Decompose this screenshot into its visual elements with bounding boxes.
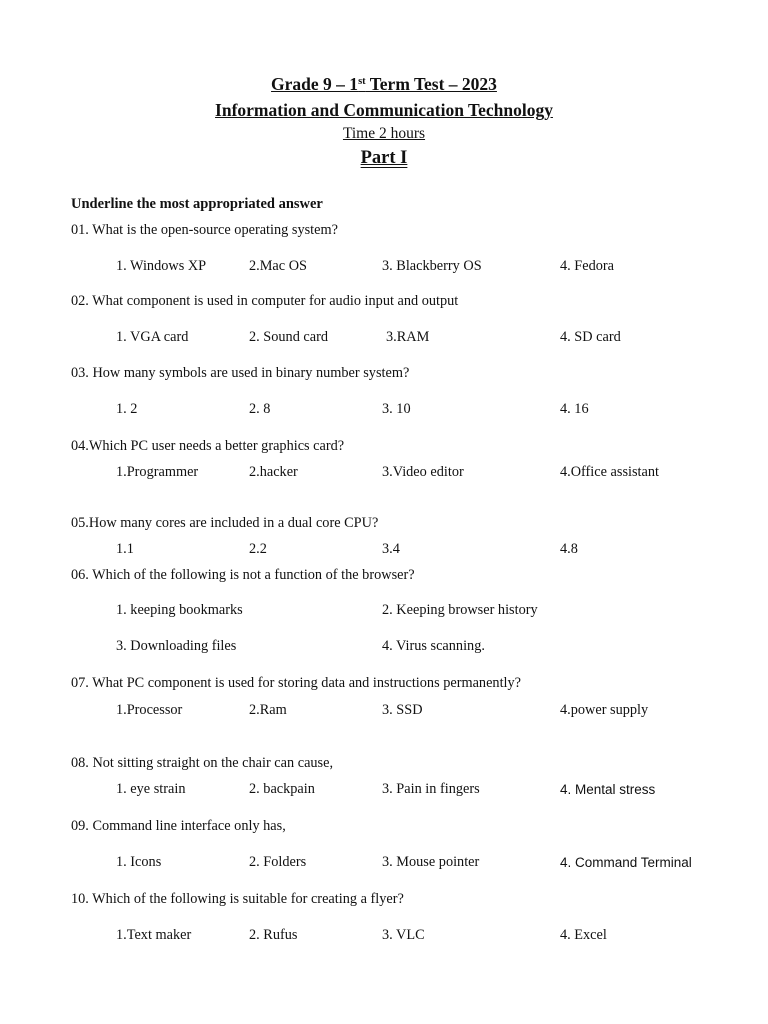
q8-option-2: 2. backpain — [249, 781, 315, 797]
q4-option-3: 3.Video editor — [382, 464, 464, 480]
q6-option-2: 2. Keeping browser history — [382, 602, 538, 618]
q4-option-1: 1.Programmer — [116, 464, 199, 480]
exam-title — [0, 74, 768, 95]
q9-option-1: 1. Icons — [116, 854, 162, 870]
q10-option-3: 3. VLC — [382, 927, 425, 943]
instruction-text: Underline the most appropriated answer — [71, 196, 323, 212]
q6-option-4: 4. Virus scanning. — [382, 638, 485, 654]
q1-option-3: 3. Blackberry OS — [382, 258, 482, 274]
question-5: 05.How many cores are included in a dual core CPU? — [71, 515, 379, 531]
q10-option-1: 1.Text maker — [116, 927, 192, 943]
q4-option-4: 4.Office assistant — [560, 464, 659, 480]
q7-option-1: 1.Processor — [116, 702, 183, 718]
question-6: 06. Which of the following is not a function of the browser? — [71, 567, 415, 583]
q6-option-1: 1. keeping bookmarks — [116, 602, 243, 618]
q2-option-1: 1. VGA card — [116, 329, 189, 345]
q1-option-4: 4. Fedora — [560, 258, 614, 274]
question-7: 07. What PC component is used for storing data and instructions permanently? — [71, 675, 522, 691]
q3-option-3: 3. 10 — [382, 401, 411, 417]
q7-option-2: 2.Ram — [249, 702, 287, 718]
q1-option-1: 1. Windows XP — [116, 258, 207, 274]
title-prefix: Grade 9 – 1 — [271, 74, 359, 94]
title-superscript: st — [358, 76, 366, 87]
q5-option-3: 3.4 — [382, 541, 400, 557]
q9-option-3: 3. Mouse pointer — [382, 854, 480, 870]
q1-option-2: 2.Mac OS — [249, 258, 307, 274]
question-3: 03. How many symbols are used in binary number system? — [71, 365, 410, 381]
subject-title: Information and Communication Technology — [215, 100, 553, 120]
question-10: 10. Which of the following is suitable for creating a flyer? — [71, 891, 404, 907]
question-9: 09. Command line interface only has, — [71, 818, 286, 834]
q6-option-3: 3. Downloading files — [116, 638, 237, 654]
q5-option-4: 4.8 — [560, 541, 578, 557]
q5-option-1: 1.1 — [116, 541, 134, 557]
q7-option-3: 3. SSD — [382, 702, 423, 718]
title-suffix: Term Test – 2023 — [365, 74, 497, 94]
q2-option-2: 2. Sound card — [249, 329, 329, 345]
q8-option-3: 3. Pain in fingers — [382, 781, 480, 797]
part-heading: Part I — [360, 148, 408, 168]
q9-option-2: 2. Folders — [249, 854, 307, 870]
q2-option-4: 4. SD card — [560, 329, 621, 345]
q3-option-4: 4. 16 — [560, 401, 589, 417]
question-8: 08. Not sitting straight on the chair can cause, — [71, 755, 334, 771]
q9-option-4: 4. Command Terminal — [560, 855, 692, 870]
q2-option-3: 3.RAM — [386, 329, 430, 345]
q4-option-2: 2.hacker — [249, 464, 298, 480]
q10-option-4: 4. Excel — [560, 927, 607, 943]
q8-option-1: 1. eye strain — [116, 781, 186, 797]
q10-option-2: 2. Rufus — [249, 927, 298, 943]
time-allowed: Time 2 hours — [342, 125, 426, 142]
q3-option-1: 1. 2 — [116, 401, 138, 417]
q7-option-4: 4.power supply — [560, 702, 649, 718]
question-2: 02. What component is used in computer for audio input and output — [71, 293, 459, 309]
q5-option-2: 2.2 — [249, 541, 267, 557]
question-4: 04.Which PC user needs a better graphics card? — [71, 438, 345, 454]
question-1: 01. What is the open-source operating system? — [71, 222, 338, 238]
q3-option-2: 2. 8 — [249, 401, 271, 417]
q8-option-4: 4. Mental stress — [560, 782, 656, 797]
